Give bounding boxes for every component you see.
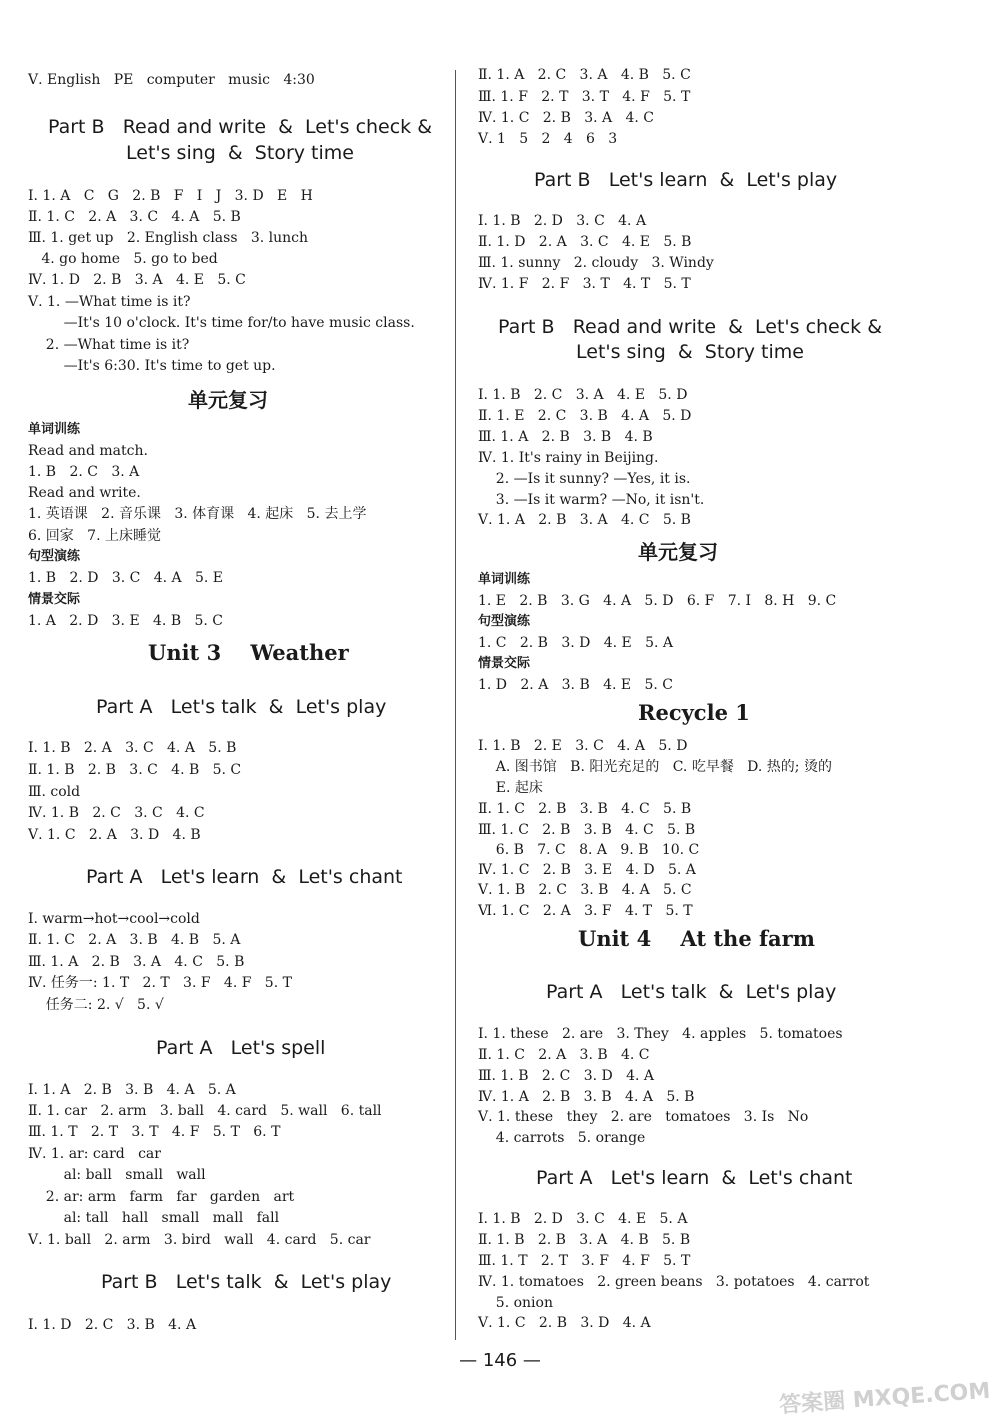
- answer-line: Ⅱ. 1. C 2. A 3. B 4. C: [478, 1047, 650, 1063]
- section-heading: Part A Let's talk & Let's play: [96, 696, 387, 718]
- answer-line: Ⅰ. warm→hot→cool→cold: [28, 911, 200, 927]
- section-heading: Part B Let's learn & Let's play: [534, 169, 838, 191]
- answer-line: 4. carrots 5. orange: [478, 1130, 646, 1146]
- answer-line: Ⅰ. 1. B 2. E 3. C 4. A 5. D: [478, 738, 688, 754]
- section-heading: Let's sing & Story time: [576, 341, 804, 363]
- answer-line: Ⅴ. 1. B 2. C 3. B 4. A 5. C: [478, 882, 692, 898]
- answer-line: 6. B 7. C 8. A 9. B 10. C: [478, 842, 700, 858]
- answer-line: Ⅰ. 1. D 2. C 3. B 4. A: [28, 1317, 197, 1333]
- answer-line: 1. 英语课 2. 音乐课 3. 体育课 4. 起床 5. 去上学: [28, 506, 367, 522]
- answer-line: Ⅲ. 1. A 2. B 3. A 4. C 5. B: [28, 954, 245, 970]
- section-heading: Part B Let's talk & Let's play: [101, 1271, 392, 1293]
- answer-line: 1. C 2. B 3. D 4. E 5. A: [478, 635, 673, 651]
- answer-line: —It's 6:30. It's time to get up.: [28, 358, 276, 374]
- recycle-title: Recycle 1: [638, 700, 750, 725]
- answer-line: Ⅱ. 1. E 2. C 3. B 4. A 5. D: [478, 408, 692, 424]
- answer-line: Ⅱ. 1. B 2. B 3. A 4. B 5. B: [478, 1232, 691, 1248]
- answer-line: Ⅲ. 1. F 2. T 3. T 4. F 5. T: [478, 89, 691, 105]
- answer-line: Ⅲ. 1. get up 2. English class 3. lunch: [28, 230, 309, 246]
- unit-review-heading: 单元复习: [638, 540, 718, 564]
- answer-line: Ⅳ. 1. tomatoes 2. green beans 3. potatoes 4. carrot: [478, 1274, 870, 1290]
- answer-line: Ⅳ. 1. ar: card car: [28, 1146, 161, 1162]
- answer-line: Ⅴ. English PE computer music 4:30: [28, 72, 315, 88]
- answer-line: 1. B 2. D 3. C 4. A 5. E: [28, 570, 223, 586]
- answer-line: Ⅲ. 1. sunny 2. cloudy 3. Windy: [478, 255, 714, 271]
- answer-line: Ⅳ. 1. F 2. F 3. T 4. T 5. T: [478, 276, 691, 292]
- answer-line: Ⅱ. 1. A 2. C 3. A 4. B 5. C: [478, 67, 691, 83]
- answer-line: Ⅴ. 1. A 2. B 3. A 4. C 5. B: [478, 512, 691, 528]
- answer-line: A. 图书馆 B. 阳光充足的 C. 吃早餐 D. 热的; 烫的: [478, 759, 832, 775]
- answer-line: 1. E 2. B 3. G 4. A 5. D 6. F 7. I 8. H 9. C: [478, 593, 837, 609]
- answer-line: Ⅱ. 1. C 2. B 3. B 4. C 5. B: [478, 801, 692, 817]
- unit-title: Unit 4 At the farm: [578, 926, 815, 951]
- answer-line: Read and write.: [28, 485, 141, 501]
- answer-line: Read and match.: [28, 443, 148, 459]
- answer-line: Ⅱ. 1. D 2. A 3. C 4. E 5. B: [478, 234, 692, 250]
- subsection-label: 句型演练: [478, 614, 531, 629]
- answer-line: Ⅲ. 1. A 2. B 3. B 4. B: [478, 429, 653, 445]
- answer-line: 2. ar: arm farm far garden art: [28, 1189, 295, 1205]
- answer-line: Ⅳ. 任务一: 1. T 2. T 3. F 4. F 5. T: [28, 975, 292, 991]
- section-heading: Part A Let's learn & Let's chant: [536, 1167, 853, 1189]
- subsection-label: 单词训练: [28, 422, 81, 437]
- subsection-label: 情景交际: [28, 592, 81, 607]
- answer-line: Ⅳ. 1. C 2. B 3. A 4. C: [478, 110, 654, 126]
- answer-line: Ⅰ. 1. A 2. B 3. B 4. A 5. A: [28, 1082, 236, 1098]
- answer-line: Ⅴ. 1. ball 2. arm 3. bird wall 4. card 5. car: [28, 1232, 371, 1248]
- unit-review-heading: 单元复习: [188, 388, 268, 412]
- answer-line: Ⅱ. 1. C 2. A 3. B 4. B 5. A: [28, 932, 241, 948]
- answer-line: Ⅱ. 1. car 2. arm 3. ball 4. card 5. wall 6. tall: [28, 1103, 382, 1119]
- answer-line: 1. B 2. C 3. A: [28, 464, 140, 480]
- answer-line: Ⅴ. 1. these they 2. are tomatoes 3. Is No: [478, 1109, 809, 1125]
- section-heading: Let's sing & Story time: [126, 142, 354, 164]
- answer-line: Ⅳ. 1. C 2. B 3. E 4. D 5. A: [478, 862, 696, 878]
- answer-line: 5. onion: [478, 1295, 553, 1311]
- answer-line: Ⅲ. 1. C 2. B 3. B 4. C 5. B: [478, 822, 696, 838]
- answer-line: Ⅲ. cold: [28, 784, 81, 800]
- subsection-label: 情景交际: [478, 656, 531, 671]
- section-heading: Part A Let's spell: [156, 1037, 326, 1059]
- section-heading: Part A Let's learn & Let's chant: [86, 866, 403, 888]
- column-divider: [455, 70, 456, 1340]
- answer-line: 2. —What time is it?: [28, 337, 190, 353]
- answer-line: 1. A 2. D 3. E 4. B 5. C: [28, 613, 223, 629]
- answer-line: Ⅳ. 1. A 2. B 3. B 4. A 5. B: [478, 1089, 695, 1105]
- answer-line: Ⅰ. 1. B 2. A 3. C 4. A 5. B: [28, 740, 237, 756]
- answer-line: E. 起床: [478, 780, 543, 796]
- answer-line: al: ball small wall: [28, 1167, 206, 1183]
- answer-line: Ⅳ. 1. It's rainy in Beijing.: [478, 450, 659, 466]
- answer-line: 1. D 2. A 3. B 4. E 5. C: [478, 677, 673, 693]
- answer-line: Ⅰ. 1. these 2. are 3. They 4. apples 5. tomatoes: [478, 1026, 843, 1042]
- section-heading: Part A Let's talk & Let's play: [546, 981, 837, 1003]
- answer-line: al: tall hall small mall fall: [28, 1210, 280, 1226]
- section-heading: Part B Read and write & Let's check &: [48, 116, 433, 138]
- answer-line: —It's 10 o'clock. It's time for/to have music class.: [28, 315, 415, 331]
- answer-line: Ⅳ. 1. B 2. C 3. C 4. C: [28, 805, 205, 821]
- answer-line: Ⅲ. 1. T 2. T 3. F 4. F 5. T: [478, 1253, 691, 1269]
- section-heading: Part B Read and write & Let's check &: [498, 316, 883, 338]
- answer-line: Ⅴ. 1. —What time is it?: [28, 294, 191, 310]
- subsection-label: 句型演练: [28, 549, 81, 564]
- answer-line: Ⅰ. 1. A C G 2. B F I J 3. D E H: [28, 188, 313, 204]
- answer-line: Ⅰ. 1. B 2. D 3. C 4. A: [478, 213, 647, 229]
- answer-line: 3. —Is it warm? —No, it isn't.: [478, 492, 705, 508]
- watermark-logo: 答案圈 MXQE.COM: [778, 1378, 991, 1419]
- answer-line: Ⅲ. 1. T 2. T 3. T 4. F 5. T 6. T: [28, 1124, 281, 1140]
- answer-line: Ⅴ. 1 5 2 4 6 3: [478, 131, 618, 147]
- answer-line: Ⅴ. 1. C 2. B 3. D 4. A: [478, 1315, 651, 1331]
- answer-line: Ⅰ. 1. B 2. D 3. C 4. E 5. A: [478, 1211, 688, 1227]
- answer-line: Ⅲ. 1. B 2. C 3. D 4. A: [478, 1068, 655, 1084]
- answer-line: Ⅳ. 1. D 2. B 3. A 4. E 5. C: [28, 272, 246, 288]
- answer-line: 6. 回家 7. 上床睡觉: [28, 528, 161, 544]
- answer-line: 2. —Is it sunny? —Yes, it is.: [478, 471, 691, 487]
- unit-title: Unit 3 Weather: [148, 640, 349, 665]
- page-number: — 146 —: [459, 1350, 541, 1371]
- subsection-label: 单词训练: [478, 572, 531, 587]
- answer-line: Ⅴ. 1. C 2. A 3. D 4. B: [28, 827, 201, 843]
- answer-line: Ⅵ. 1. C 2. A 3. F 4. T 5. T: [478, 903, 693, 919]
- answer-line: 4. go home 5. go to bed: [28, 251, 218, 267]
- answer-line: 任务二: 2. √ 5. √: [28, 997, 164, 1013]
- answer-line: Ⅱ. 1. B 2. B 3. C 4. B 5. C: [28, 762, 242, 778]
- answer-line: Ⅱ. 1. C 2. A 3. C 4. A 5. B: [28, 209, 241, 225]
- answer-line: Ⅰ. 1. B 2. C 3. A 4. E 5. D: [478, 387, 688, 403]
